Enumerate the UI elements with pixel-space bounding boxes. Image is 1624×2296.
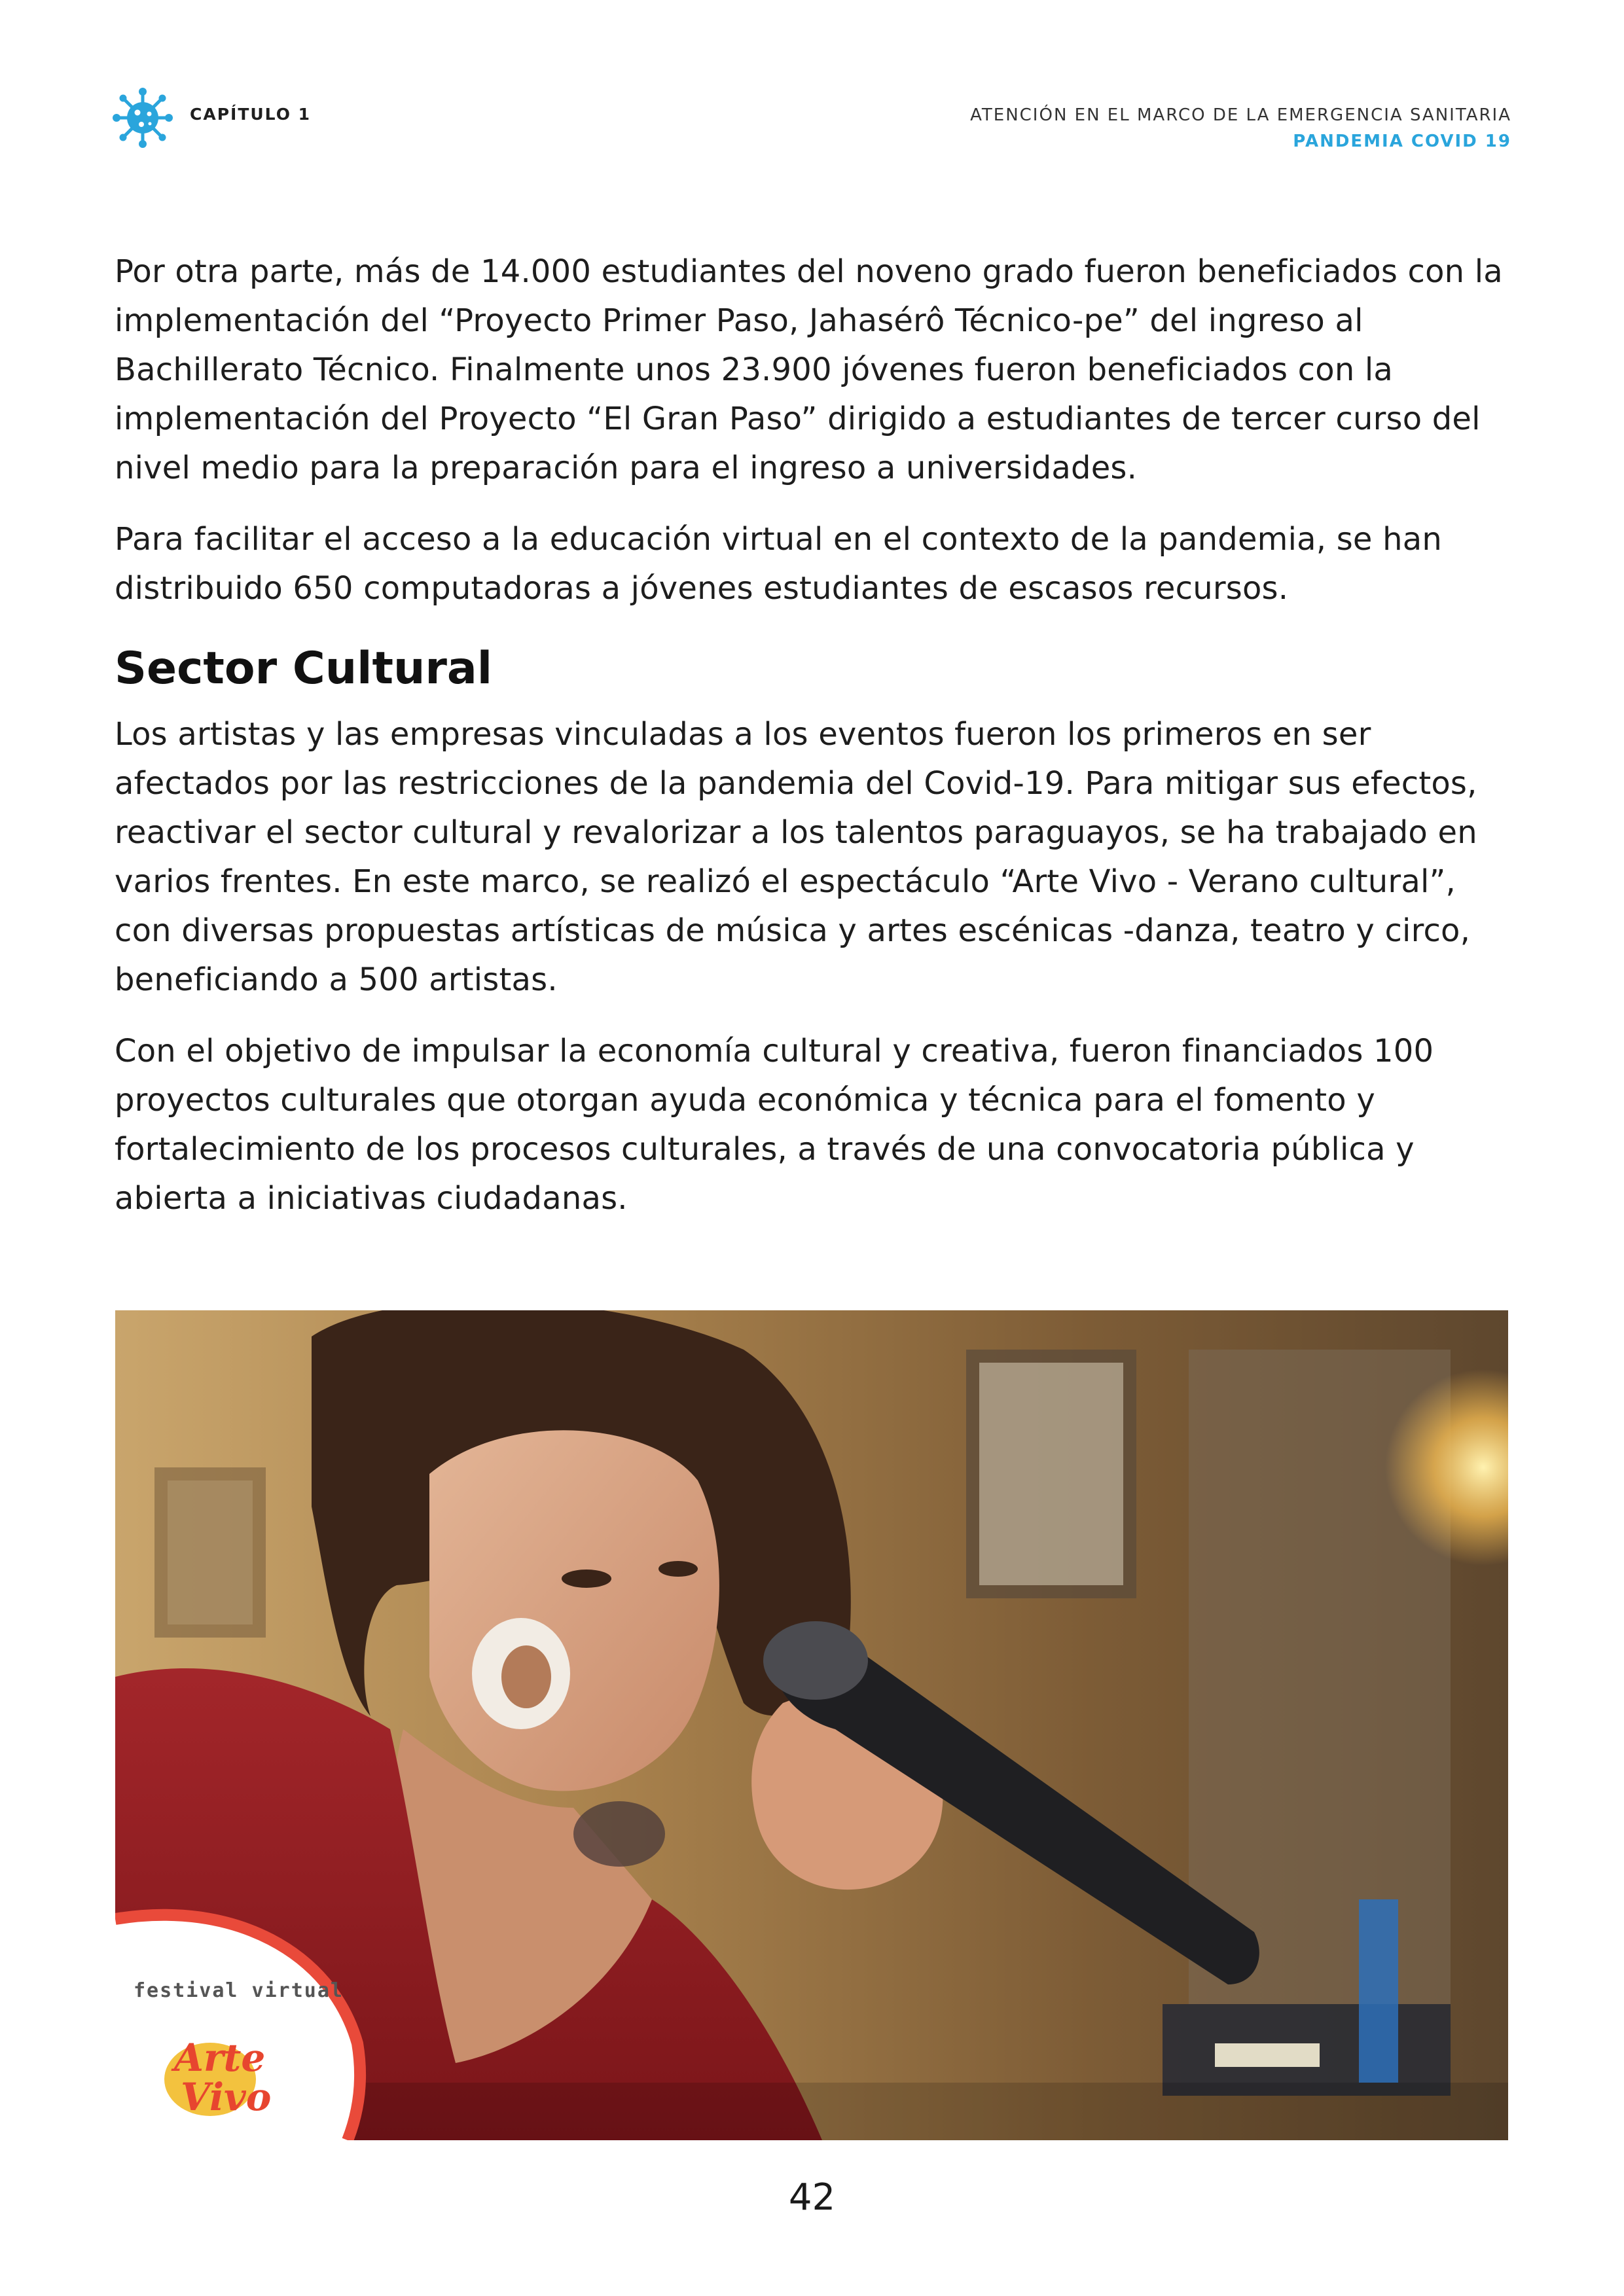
- body-content: [115, 247, 1515, 1246]
- logo-text-festival: festival virtual: [134, 1979, 344, 2002]
- running-header-title: ATENCIÓN EN EL MARCO DE LA EMERGENCIA SANITARIA: [970, 105, 1511, 125]
- virus-icon: [113, 88, 173, 148]
- paragraph: Para facilitar el acceso a la educación virtual en el contexto de la pandemia, se han distribuido 650 computadoras a jóvenes estudiantes de escasos recursos.: [115, 521, 1442, 607]
- section-heading: Sector Cultural: [115, 643, 493, 694]
- paragraph: Con el objetivo de impulsar la economía cultural y creativa, fueron financiados 100 proyectos culturales que otorgan ayuda económica y técnica para el fomento y fortalecimiento de los procesos culturales, a través de una convocatoria pública y abierta a iniciativas ciudadanas.: [115, 1033, 1434, 1217]
- logo-text-vivo: Vivo: [181, 2075, 272, 2119]
- event-photo: [115, 1310, 1508, 2140]
- page-number: 42: [788, 2176, 836, 2219]
- paragraph: Los artistas y las empresas vinculadas a los eventos fueron los primeros en ser afectados por las restricciones de la pandemia del Covid-19. Para mitigar sus efectos, reactivar el sector cultural y revalorizar a los talentos paraguayos, se ha trabajado en varios frentes. En este marco, se realizó el espectáculo “Arte Vivo - Verano cultural”, con diversas propuestas artísticas de música y artes escénicas -danza, teatro y circo, beneficiando a 500 artistas.: [115, 716, 1477, 998]
- chapter-label: CAPÍTULO 1: [190, 105, 312, 124]
- logo-text-arte: Arte: [174, 2036, 266, 2080]
- running-header-subtitle: PANDEMIA COVID 19: [1293, 132, 1511, 151]
- running-header: [970, 102, 1511, 154]
- paragraph: Por otra parte, más de 14.000 estudiantes del noveno grado fueron beneficiados con la implementación del “Proyecto Primer Paso, Jahasérô Técnico-pe” del ingreso al Bachillerato Técnico. Finalmente unos 23.900 jóvenes fueron beneficiados con la implementación del Proyecto “El Gran Paso” dirigido a estudiantes de tercer curso del nivel medio para la preparación para el ingreso a universidades.: [115, 253, 1503, 486]
